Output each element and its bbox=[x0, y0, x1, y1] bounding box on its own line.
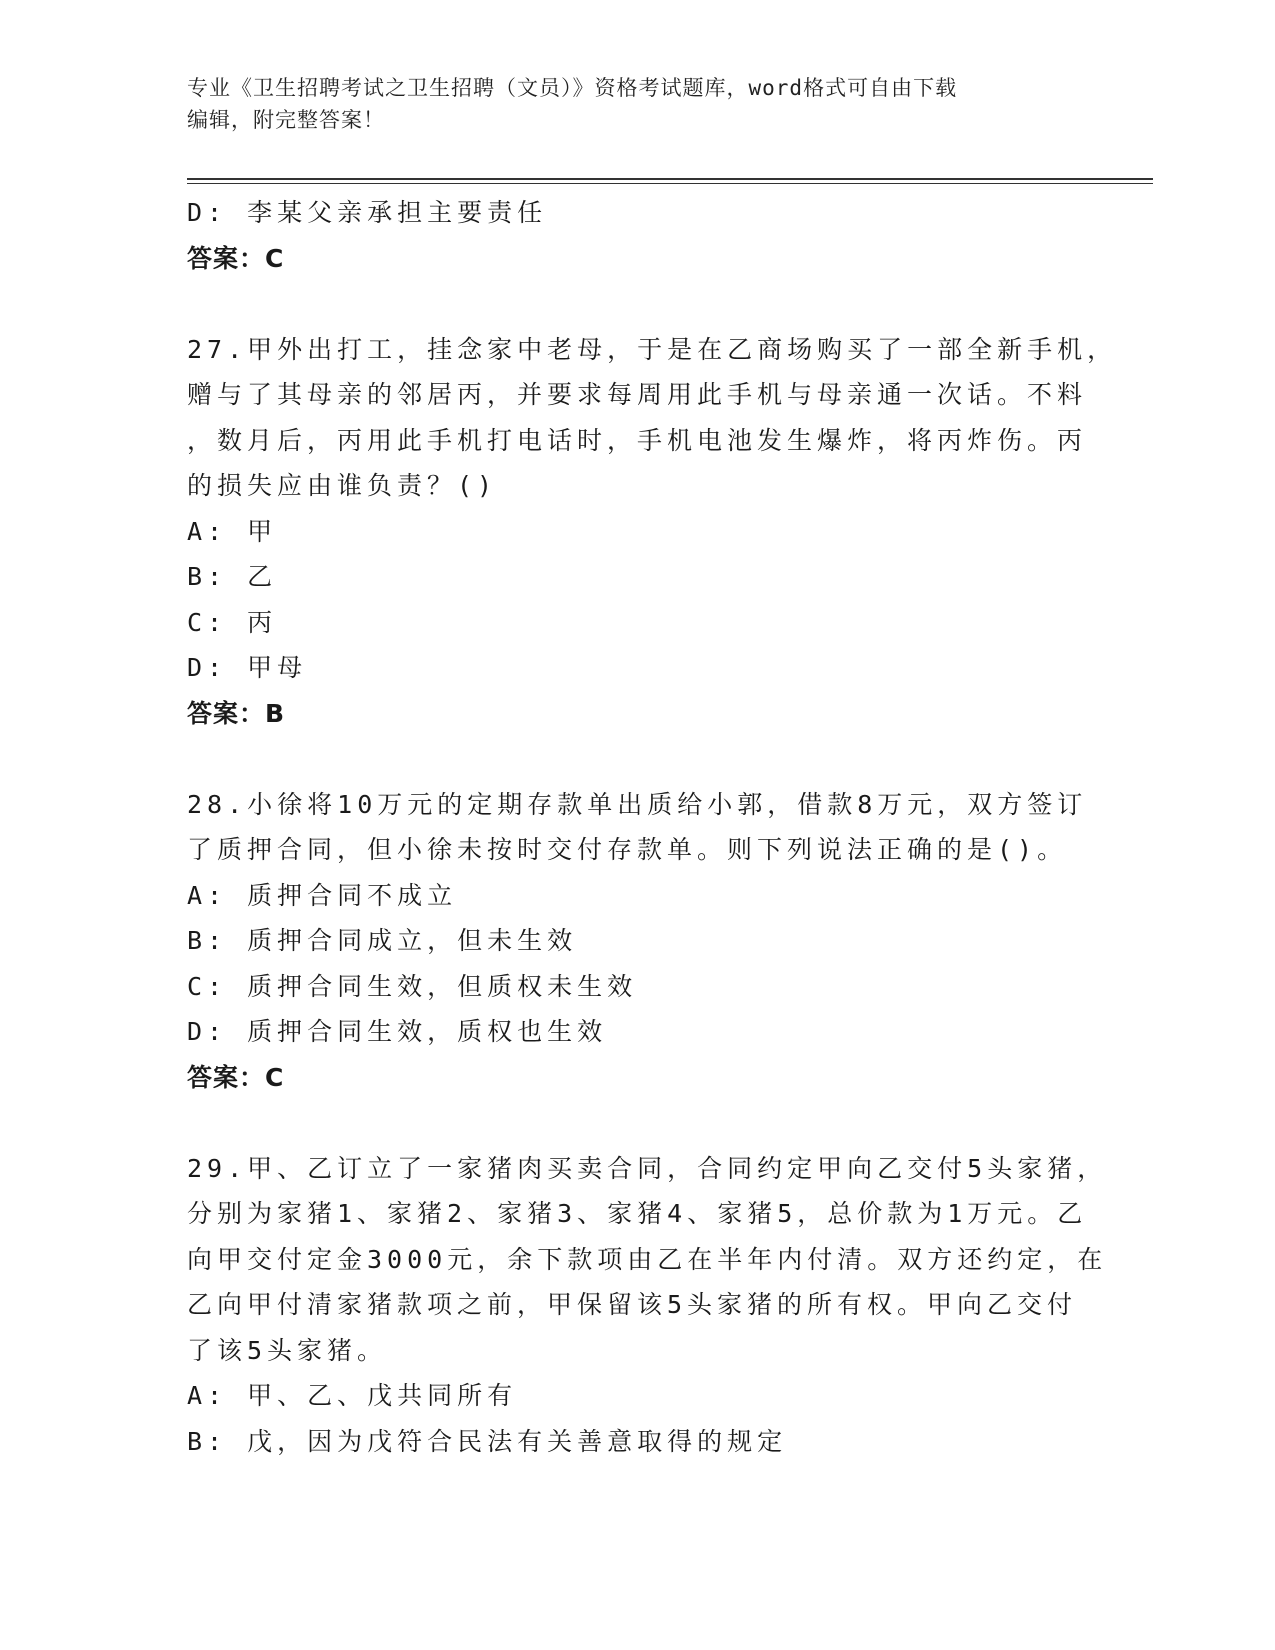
question-29-line-3: 向甲交付定金3000元，余下款项由乙在半年内付清。双方还约定，在 bbox=[187, 1244, 1108, 1274]
question-27-line-2: 赠与了其母亲的邻居丙，并要求每周用此手机与母亲通一次话。不料 bbox=[187, 380, 1088, 409]
document-body bbox=[187, 190, 1118, 1464]
spacer bbox=[187, 1100, 1087, 1146]
question-29-line-1: 29.甲、乙订立了一家猪肉买卖合同，合同约定甲向乙交付5头家猪， bbox=[187, 1153, 1108, 1183]
spacer bbox=[187, 281, 1087, 327]
header-divider-thin bbox=[187, 183, 1153, 184]
question-28-line-2: 了质押合同，但小徐未按时交付存款单。则下列说法正确的是()。 bbox=[187, 835, 1068, 864]
question-27-option-a: A: 甲 bbox=[187, 516, 278, 546]
question-27-option-d: D: 甲母 bbox=[187, 653, 308, 682]
question-28-option-b: B: 质押合同成立，但未生效 bbox=[187, 926, 578, 955]
question-27-line-1: 27.甲外出打工，挂念家中老母，于是在乙商场购买了一部全新手机， bbox=[187, 334, 1118, 364]
question-28-line-1: 28.小徐将10万元的定期存款单出质给小郭，借款8万元，双方签订 bbox=[187, 789, 1088, 819]
question-27-option-c: C: 丙 bbox=[187, 607, 278, 637]
question-27-answer: 答案：B bbox=[187, 698, 286, 728]
question-28-answer: 答案：C bbox=[187, 1062, 285, 1092]
option-d: D: 李某父亲承担主要责任 bbox=[187, 198, 548, 227]
question-28-option-a: A: 质押合同不成立 bbox=[187, 880, 458, 910]
question-29-line-5: 了该5头家猪。 bbox=[187, 1335, 388, 1365]
question-29-line-4: 乙向甲付清家猪款项之前，甲保留该5头家猪的所有权。甲向乙交付 bbox=[187, 1290, 1078, 1319]
question-29-line-2: 分别为家猪1、家猪2、家猪3、家猪4、家猪5，总价款为1万元。乙 bbox=[187, 1199, 1088, 1228]
question-29-option-a: A: 甲、乙、戊共同所有 bbox=[187, 1381, 518, 1410]
answer-label: 答案：C bbox=[187, 243, 285, 273]
spacer bbox=[187, 736, 1087, 782]
question-27-line-4: 的损失应由谁负责？() bbox=[187, 471, 498, 500]
question-28-option-d: D: 质押合同生效，质权也生效 bbox=[187, 1017, 608, 1046]
document-header bbox=[187, 72, 1087, 136]
header-line-2: 编辑，附完整答案！ bbox=[187, 108, 385, 132]
question-27-line-3: ，数月后，丙用此手机打电话时，手机电池发生爆炸，将丙炸伤。丙 bbox=[187, 425, 1088, 455]
question-28-option-c: C: 质押合同生效，但质权未生效 bbox=[187, 971, 638, 1001]
question-27-option-b: B: 乙 bbox=[187, 562, 278, 591]
question-29-option-b: B: 戊，因为戊符合民法有关善意取得的规定 bbox=[187, 1426, 788, 1456]
header-line-1: 专业《卫生招聘考试之卫生招聘（文员）》资格考试题库，word格式可自由下载 bbox=[187, 76, 958, 100]
header-divider-thick bbox=[187, 178, 1153, 180]
